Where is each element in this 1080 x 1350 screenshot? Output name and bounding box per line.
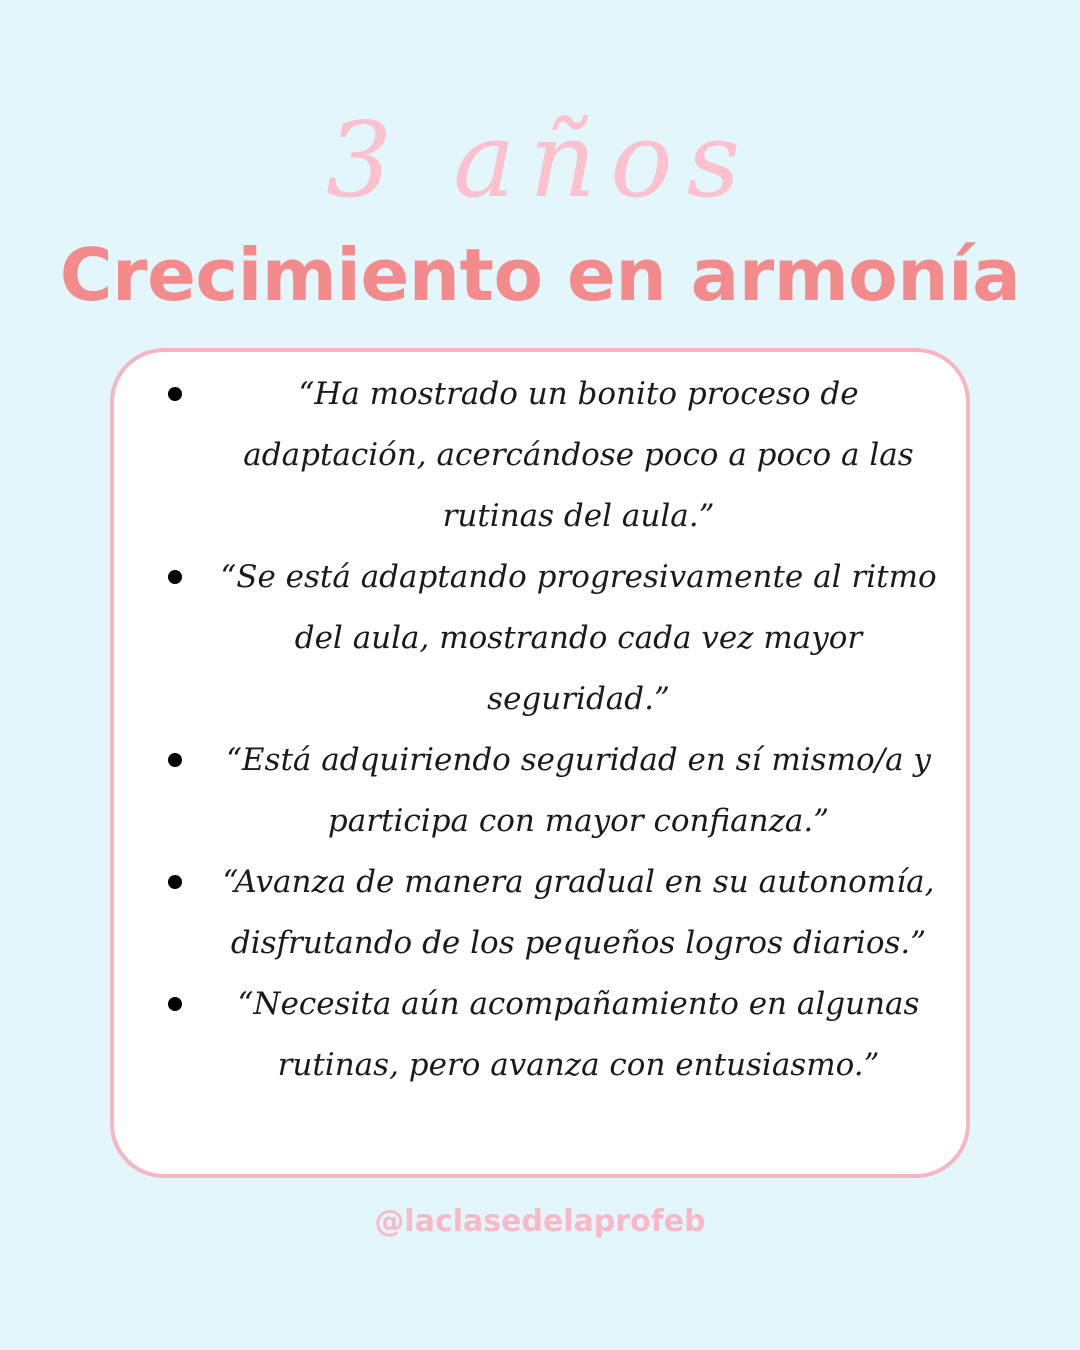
bullet-dot-icon	[168, 875, 182, 889]
phrase-list	[114, 364, 966, 1096]
phrases-card	[110, 348, 970, 1178]
age-title: 3 años	[325, 99, 755, 221]
list-item	[114, 974, 966, 1096]
list-item	[114, 852, 966, 974]
instagram-handle: @laclasedelaprofeb	[374, 1204, 706, 1239]
bullet-dot-icon	[168, 997, 182, 1011]
phrase-text: “Ha mostrado un bonito proceso de adaptación, acercándose poco a poco a las rutinas del aula.”	[243, 376, 914, 534]
page-title: Crecimiento en armonía	[59, 233, 1021, 317]
phrase-text: “Está adquiriendo seguridad en sí mismo/a y participa con mayor confianza.”	[226, 742, 931, 839]
bullet-dot-icon	[168, 387, 182, 401]
phrase-text: “Avanza de manera gradual en su autonomía, disfrutando de los pequeños logros diarios.”	[222, 864, 935, 961]
bullet-dot-icon	[168, 570, 182, 584]
phrase-text: “Se está adaptando progresivamente al ritmo del aula, mostrando cada vez mayor seguridad.”	[220, 559, 937, 717]
list-item	[114, 730, 966, 852]
list-item	[114, 547, 966, 730]
list-item	[114, 364, 966, 547]
bullet-dot-icon	[168, 753, 182, 767]
phrase-text: “Necesita aún acompañamiento en algunas rutinas, pero avanza con entusiasmo.”	[237, 986, 920, 1083]
